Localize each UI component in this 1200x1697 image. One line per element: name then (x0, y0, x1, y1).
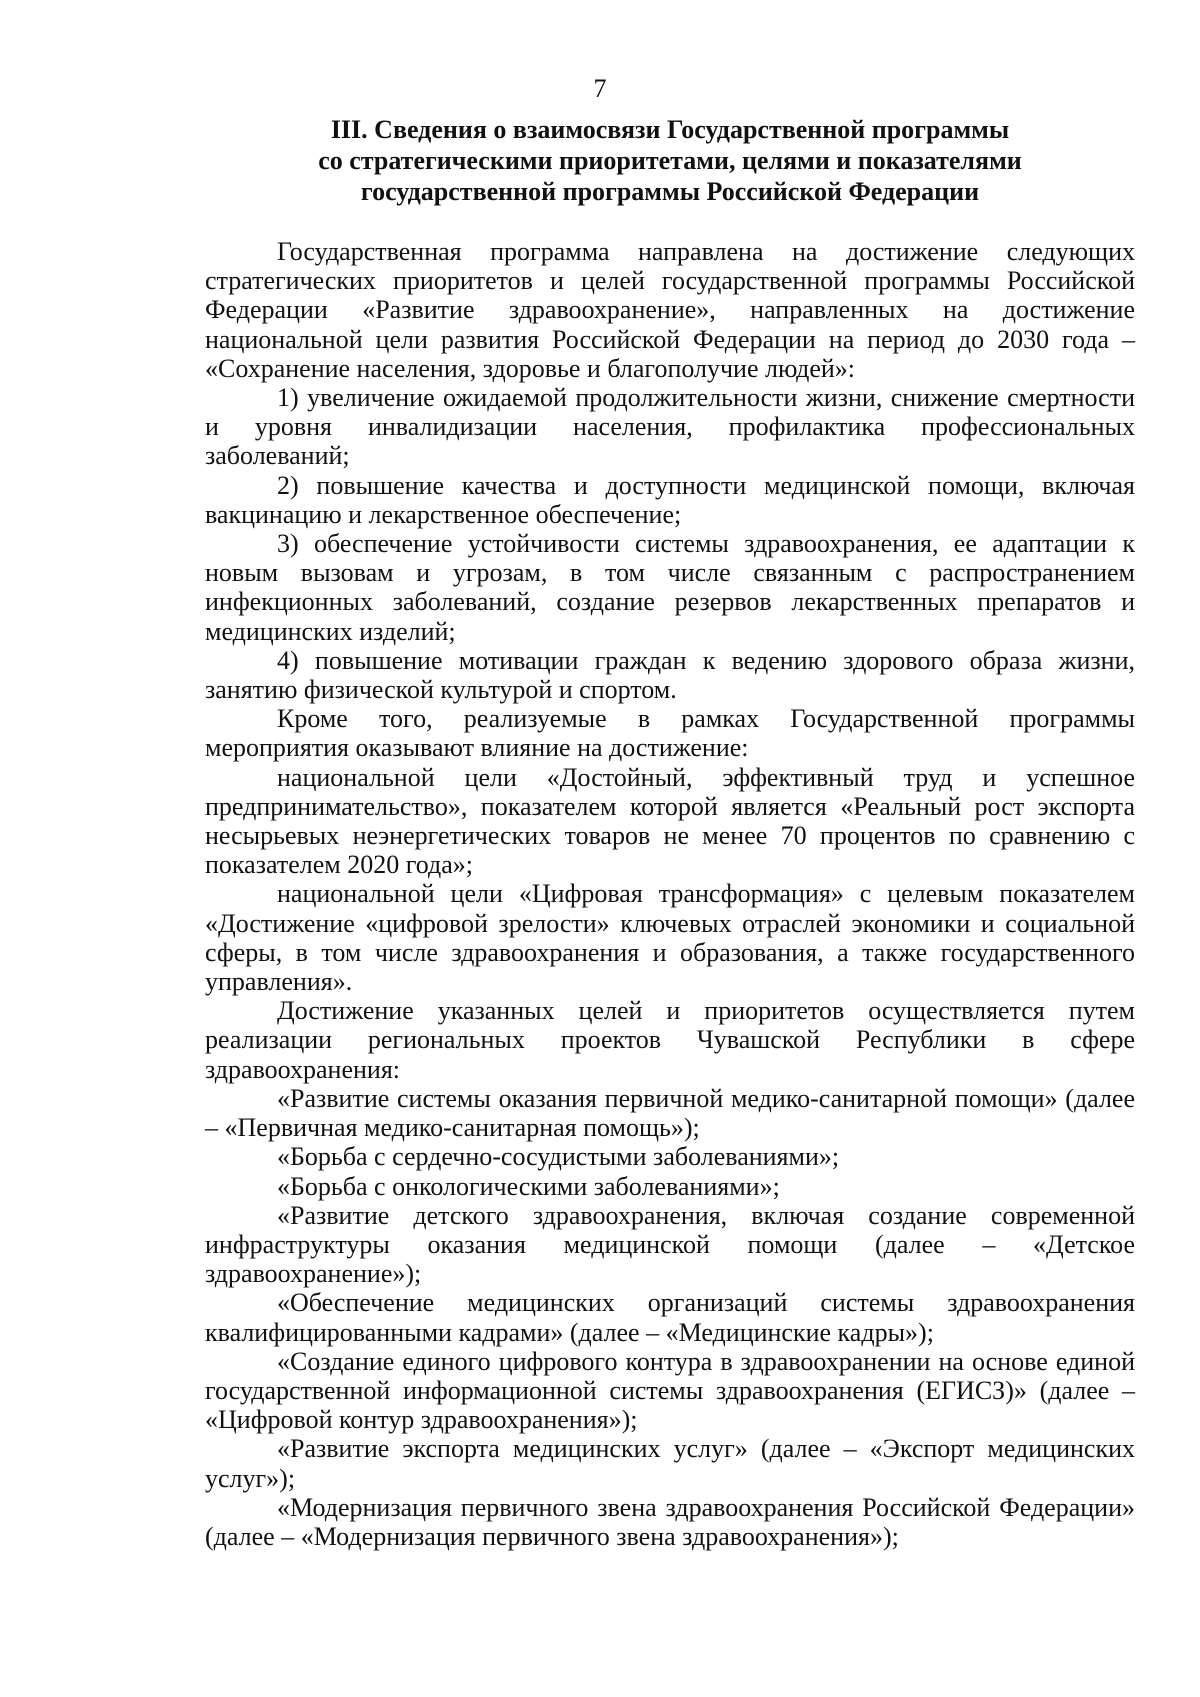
project-modernization: «Модернизация первичного звена здравоохранения Российской Федерации» (далее – «Модернизация первичного звена здравоохранения»); (205, 1492, 1135, 1551)
goal-entrepreneurship: национальной цели «Достойный, эффективный труд и успешное предпринимательство», показателем которой является «Реальный рост экспорта несырьевых неэнергетических товаров не менее 70 процентов по сравнению с показателем 2020 года»; (205, 762, 1135, 880)
project-children: «Развитие детского здравоохранения, включая создание современной инфраструктуры оказания медицинской помощи (далее – «Детское здравоохранение»); (205, 1200, 1135, 1289)
list-item-1: 1) увеличение ожидаемой продолжительности жизни, снижение смертности и уровня инвалидизации населения, профилактика профессиональных заболеваний; (205, 383, 1135, 471)
heading-line-1: III. Сведения о взаимосвязи Государственной программы (330, 115, 1010, 144)
paragraph-intro: Государственная программа направлена на достижение следующих стратегических приоритетов и целей государственной программы Российской Федерации «Развитие здравоохранение», направленных на достижение национальной цели развития Российской Федерации на период до 2030 года – «Сохранение населения, здоровье и благополучие людей»: (205, 237, 1135, 383)
goal-digital: национальной цели «Цифровая трансформация» с целевым показателем «Достижение «цифровой зрелости» ключевых отраслей экономики и социальной сферы, в том числе здравоохранения и образования, а также государственного управления». (205, 879, 1135, 997)
section-heading (205, 114, 1135, 207)
heading-line-3: государственной программы Российской Федерации (360, 177, 980, 206)
document-body (205, 237, 1135, 1551)
paragraph-additional: Кроме того, реализуемые в рамках Государственной программы мероприятия оказывают влияние на достижение: (205, 704, 1135, 763)
page-number: 7 (593, 74, 607, 103)
project-primary-care: «Развитие системы оказания первичной медико-санитарной помощи» (далее – «Первичная медико-санитарная помощь»); (205, 1083, 1135, 1143)
project-oncology: «Борьба с онкологическими заболеваниями»; (277, 1171, 780, 1201)
paragraph-projects-intro: Достижение указанных целей и приоритетов осуществляется путем реализации региональных проектов Чувашской Республики в сфере здравоохранения: (205, 996, 1135, 1084)
project-cardio: «Борьба с сердечно-сосудистыми заболеваниями»; (277, 1142, 840, 1172)
list-item-3: 3) обеспечение устойчивости системы здравоохранения, ее адаптации к новым вызовам и угрозам, в том числе связанным с распространением инфекционных заболеваний, создание резервов лекарственных препаратов и медицинских изделий; (205, 529, 1135, 646)
list-item-2: 2) повышение качества и доступности медицинской помощи, включая вакцинацию и лекарственное обеспечение; (205, 470, 1135, 529)
project-digital: «Создание единого цифрового контура в здравоохранении на основе единой государственной информационной системы здравоохранения (ЕГИСЗ)» (далее – «Цифровой контур здравоохранения»); (205, 1346, 1135, 1435)
heading-line-2: со стратегическими приоритетами, целями и показателями (318, 146, 1022, 175)
project-staff: «Обеспечение медицинских организаций системы здравоохранения квалифицированными кадрами» (далее – «Медицинские кадры»); (205, 1288, 1135, 1347)
project-export: «Развитие экспорта медицинских услуг» (далее – «Экспорт медицинских услуг»); (205, 1434, 1135, 1493)
list-item-4: 4) повышение мотивации граждан к ведению здорового образа жизни, занятию физической культурой и спортом. (205, 645, 1135, 705)
